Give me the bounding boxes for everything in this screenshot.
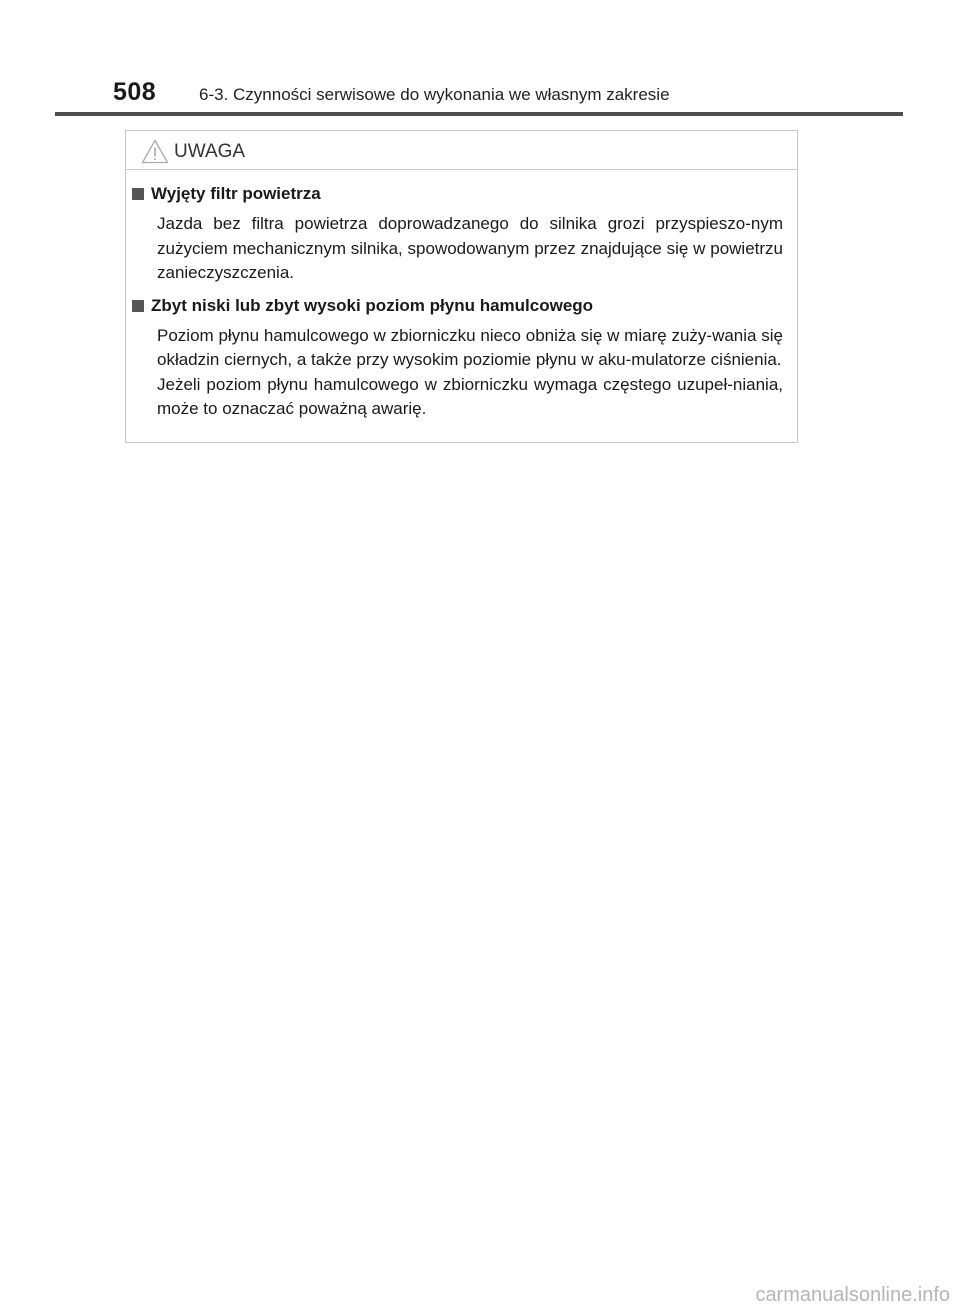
item-text <box>157 324 783 422</box>
caution-header <box>126 131 797 170</box>
item-text <box>157 212 783 286</box>
watermark: carmanualsonline.info <box>755 1284 950 1306</box>
caution-title: UWAGA <box>174 141 246 162</box>
item-heading-text: Wyjęty filtr powietrza <box>151 184 321 203</box>
caution-box <box>125 130 798 443</box>
page-header <box>0 0 960 120</box>
section-title: 6-3. Czynności serwisowe do wykonania we własnym zakresie <box>199 85 670 104</box>
item-heading-text: Zbyt niski lub zbyt wysoki poziom płynu hamulcowego <box>151 295 594 315</box>
square-bullet-icon <box>132 188 144 200</box>
caution-body <box>126 170 797 422</box>
header-divider <box>55 112 903 116</box>
paragraph: Poziom płynu hamulcowego w zbiorniczku nieco obniża się w miarę zuży-wania się okładzin ciernych, a także przy wysokim poziomie płynu w aku-mulatorze ciśnienia. <box>157 325 783 369</box>
item-heading <box>132 296 783 316</box>
page-number: 508 <box>113 78 157 106</box>
warning-triangle-icon <box>141 139 169 164</box>
paragraph: Jeżeli poziom płynu hamulcowego w zbiorniczku wymaga częstego uzupeł-niania, może to oznaczać poważną awarię. <box>157 374 783 418</box>
square-bullet-icon <box>132 300 144 312</box>
paragraph: Jazda bez filtra powietrza doprowadzanego do silnika grozi przyspieszo-nym zużyciem mechanicznym silnika, spowodowanym przez znajdujące się w powietrzu zanieczyszczenia. <box>157 214 783 282</box>
item-heading <box>132 184 783 204</box>
